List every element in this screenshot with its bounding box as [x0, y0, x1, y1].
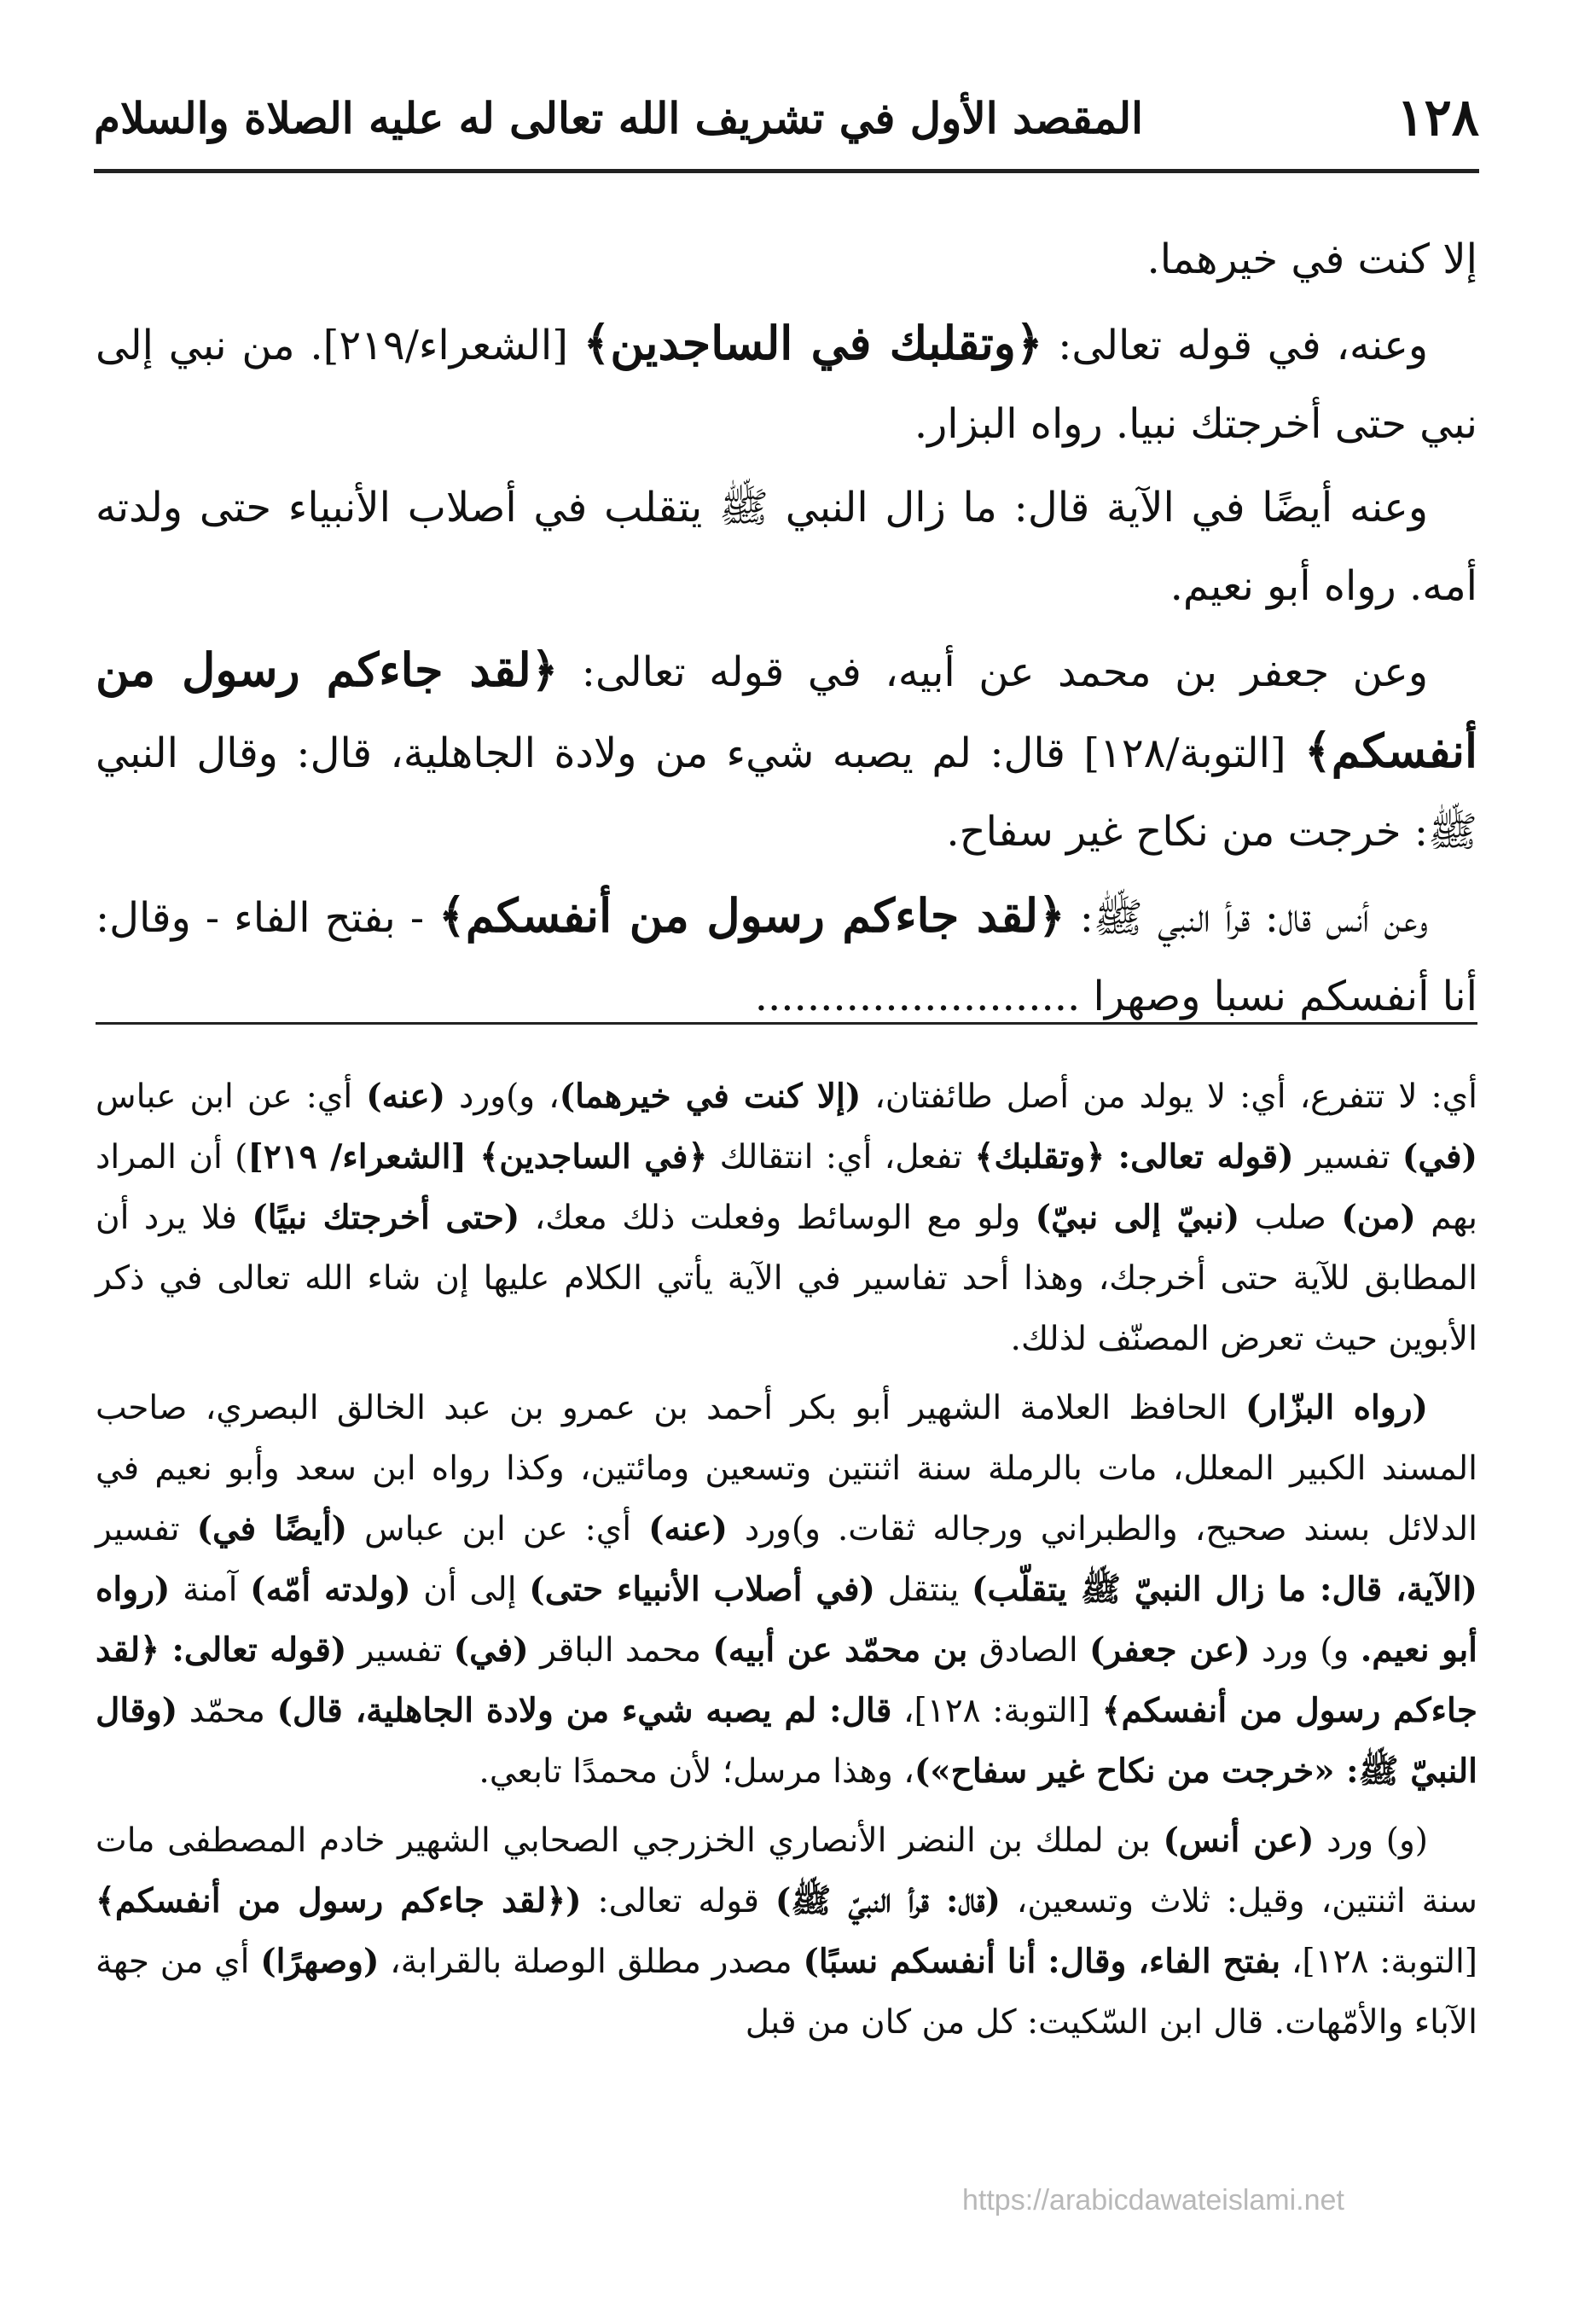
bold-text: بفتح الفاء، وقال: أنا أنفسكم نسبًا): [803, 1942, 1281, 1981]
text-run: الحافظ العلامة الشهير أبو بكر أحمد بن عمرو بن عبد الخالق البصري، صاحب المسند الكبير المعلل، مات بالرملة سنة اثنتين وتسعين ومائتين، وكذا رواه ابن سعد وأبو نعيم في الدلائل بسند صحيح، والطبراني ورجاله ثقات. و)ورد: [96, 1389, 1477, 1548]
text-run: وعنه، في قوله تعالى:: [1042, 322, 1429, 369]
bold-text: (عن أنس): [1163, 1821, 1315, 1860]
bold-text: (نبيّ إلى نبيّ): [1035, 1198, 1240, 1237]
text-run: تفسير: [1293, 1138, 1402, 1177]
bold-text: (في): [1402, 1137, 1477, 1177]
text-run: تفسير: [346, 1631, 454, 1670]
text-run: قوله تعالى:: [581, 1882, 775, 1920]
text-run: أي: عن ابن عباس: [347, 1510, 649, 1548]
text-run: مصدر مطلق الوصلة بالقرابة،: [379, 1943, 804, 1981]
text-run: وعن جعفر بن محمد عن أبيه، في قوله تعالى:: [558, 648, 1429, 696]
main-paragraph: [96, 220, 1477, 299]
header-rule: [94, 169, 1479, 173]
main-text: [96, 220, 1477, 1041]
main-paragraph: [96, 304, 1477, 463]
text-run: فلا يرد أن المطابق للآية حتى أخرجك، وهذا أحد تفاسير في الآية يأتي الكلام عليها إن شاء الله تعالى في ذكر الأبوين حيث تعرض المصنّف لذلك.: [96, 1199, 1477, 1358]
bold-text: (قوله تعالى: ﴿وتقلبك﴾: [974, 1137, 1294, 1177]
page-header: [94, 75, 1479, 160]
bold-text: (أيضًا في): [196, 1509, 348, 1548]
bold-text: (﴿لقد جاءكم رسول من أنفسكم﴾: [96, 1881, 582, 1920]
commentary-paragraph: [96, 1066, 1477, 1369]
text-run: إلا كنت في خيرهما.: [1146, 235, 1477, 283]
text-run: ، و)ورد: [445, 1078, 560, 1116]
text-run: - بفتح الفاء - وقال: أنا أنفسكم نسبا وصهرا .........................: [96, 894, 1477, 1020]
bold-text: (حتى أخرجتك نبيًا): [252, 1198, 520, 1237]
text-run: ، وهذا مرسل؛ لأن محمدًا تابعي.: [479, 1752, 914, 1791]
text-run: محمد الباقر: [528, 1631, 713, 1670]
bold-text: قال: لم يصبه شيء من ولادة الجاهلية، قال): [276, 1691, 892, 1730]
commentary-text: [96, 1066, 1477, 2061]
running-title: المقصد الأول في تشريف الله تعالى له عليه الصلاة والسلام: [94, 92, 1144, 143]
commentary-paragraph: [96, 1378, 1477, 1802]
text-run: [الشعراء/٢١٩]. من نبي إلى نبي حتى أخرجتك نبيا. رواه البزار.: [96, 322, 1477, 448]
text-run: [التوبة/١٢٨] قال: لم يصبه شيء من ولادة الجاهلية، قال: وقال النبي ﷺ: خرجت من نكاح غير سفاح.: [96, 729, 1477, 856]
text-run: تفعل، أي: انتقالك: [707, 1138, 975, 1177]
main-paragraph: [96, 876, 1477, 1036]
text-run: ينتقل: [874, 1571, 972, 1609]
bold-text: (رواه أبو نعيم.: [96, 1570, 1478, 1670]
bold-text: (وصهرًا): [260, 1942, 380, 1981]
text-run: أي: لا تتفرع، أي: لا يولد من أصل طائفتان،: [861, 1078, 1477, 1116]
section-divider: [96, 1022, 1477, 1025]
text-run: ولو مع الوسائط وفعلت ذلك معك،: [519, 1199, 1036, 1237]
quran-quote: ﴿لقد جاءكم رسول من أنفسكم﴾: [96, 642, 1477, 778]
text-run: [التوبة: ١٢٨]،: [1280, 1943, 1478, 1981]
text-run: الصادق: [967, 1631, 1090, 1670]
text-run: تفسير: [96, 1510, 197, 1548]
text-run: بن لملك بن النضر الأنصاري الخزرجي الصحابي الشهير خادم المصطفى مات سنة اثنتين، وقيل: ثلاث وتسعين،: [96, 1821, 1477, 1920]
text-run: إلى أن: [410, 1571, 530, 1609]
main-paragraph: [96, 630, 1477, 871]
main-paragraph: [96, 468, 1477, 625]
text-run: محمّد: [177, 1692, 277, 1730]
bold-text: (قوله تعالى: ﴿لقد جاءكم رسول من أنفسكم﴾: [96, 1630, 1477, 1730]
text-run: و) ورد: [1250, 1631, 1361, 1670]
text-run: أي من جهة الآباء والأمّهات. قال ابن السّكيت: كل من كان من قبل: [96, 1943, 1477, 2042]
text-run: صلب: [1239, 1199, 1342, 1237]
commentary-paragraph: [96, 1810, 1477, 2053]
bold-text: ﴿في الساجدين﴾ [الشعراء/ ٢١٩]: [247, 1137, 708, 1177]
bold-text: بن محمّد عن أبيه): [712, 1630, 968, 1670]
bold-text: (عنه): [366, 1077, 446, 1116]
bold-text: (الآية، قال: ما زال النبيّ ﷺ يتقلّب): [972, 1570, 1477, 1609]
bold-text: (عنه): [648, 1509, 728, 1548]
bold-text: (رواه البزّار): [1245, 1388, 1428, 1427]
bold-text: (وقال النبيّ ﷺ: «خرجت من نكاح غير سفاح»): [96, 1691, 1477, 1791]
bold-text: (إلا كنت في خيرهما): [559, 1077, 862, 1116]
bold-text: (قال: قرأ النبيّ ﷺ): [775, 1881, 1001, 1920]
page-number: ١٢٨: [1396, 88, 1479, 148]
bold-text: (ولدته أمّه): [250, 1570, 411, 1609]
bold-text: (عن جعفر): [1089, 1630, 1251, 1670]
bold-text: (في): [453, 1630, 529, 1670]
text-run: أي: عن ابن عباس: [96, 1078, 367, 1116]
text-run: (و) ورد: [1314, 1821, 1428, 1860]
watermark-url: https://arabicdawateislami.net: [962, 2184, 1344, 2217]
text-run: آمنة: [170, 1571, 251, 1609]
quran-quote: ﴿وتقلبك في الساجدين﴾: [583, 316, 1043, 370]
text-run: [التوبة: ١٢٨]،: [891, 1692, 1102, 1730]
text-run: ) أن المراد بهم: [96, 1138, 1477, 1237]
quran-quote: ﴿لقد جاءكم رسول من أنفسكم﴾: [438, 888, 1065, 943]
bold-text: (من): [1341, 1198, 1416, 1237]
text-run: وعن أنس قال: قرأ النبي ﷺ:: [1065, 894, 1428, 942]
text-run: وعنه أيضًا في الآية قال: ما زال النبي ﷺ يتقلب في أصلاب الأنبياء حتى ولدته أمه. رواه أبو نعيم.: [96, 484, 1477, 610]
bold-text: (في أصلاب الأنبياء حتى): [529, 1570, 875, 1609]
